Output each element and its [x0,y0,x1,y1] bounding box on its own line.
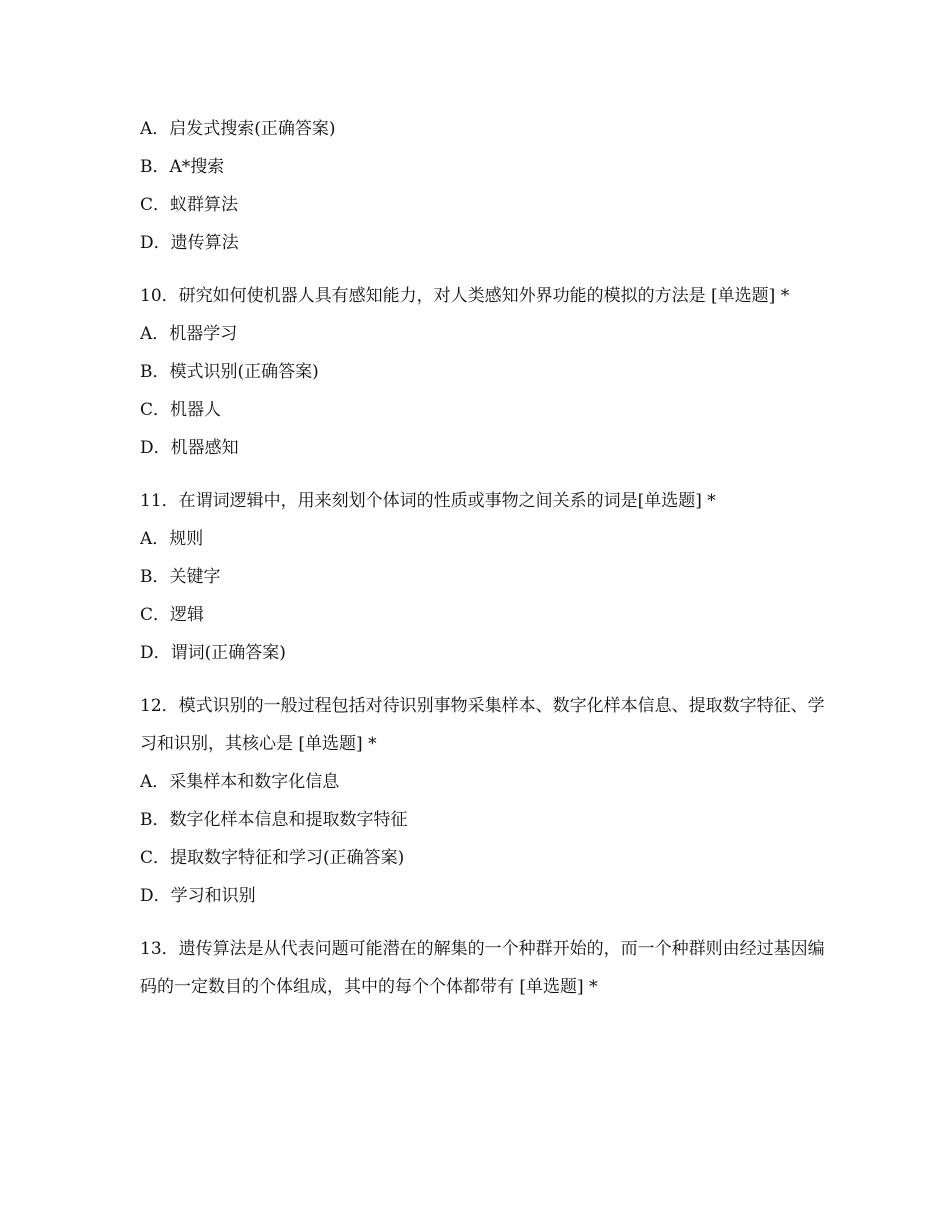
option-a: A．规则 [140,529,204,549]
option-d: D．机器感知 [140,438,239,458]
option-group [140,110,830,262]
option-c: C．提取数字特征和学习(正确答案) [140,848,405,868]
question-list [140,110,830,1006]
option-d: D．学习和识别 [140,886,256,906]
option-c: C．逻辑 [140,605,205,625]
option-c: C．机器人 [140,400,222,420]
question-text: 11．在谓词逻辑中，用来刻划个体词的性质或事物之间关系的词是[单选题] * [140,491,716,511]
option-a: A．采集样本和数字化信息 [140,772,340,792]
option-b: B．数字化样本信息和提取数字特征 [140,810,408,830]
question-block [140,687,830,915]
question-block [140,482,830,672]
option-a: A．机器学习 [140,324,238,344]
option-d: D．谓词(正确答案) [140,643,286,663]
option-a: A．启发式搜索(正确答案) [140,119,336,139]
option-c: C．蚁群算法 [140,195,239,215]
option-d: D．遗传算法 [140,233,239,253]
question-text: 10．研究如何使机器人具有感知能力，对人类感知外界功能的模拟的方法是 [单选题] * [140,286,790,306]
question-text: 12．模式识别的一般过程包括对待识别事物采集样本、数字化样本信息、提取数字特征、学习和识别，其核心是 [单选题] * [140,696,825,754]
question-text: 13．遗传算法是从代表问题可能潜在的解集的一个种群开始的，而一个种群则由经过基因编码的一定数目的个体组成，其中的每个个体都带有 [单选题] * [140,939,825,997]
question-block [140,930,830,1006]
option-b: B．模式识别(正确答案) [140,362,319,382]
question-block [140,277,830,467]
option-b: B．A*搜索 [140,157,225,177]
option-b: B．关键字 [140,567,221,587]
